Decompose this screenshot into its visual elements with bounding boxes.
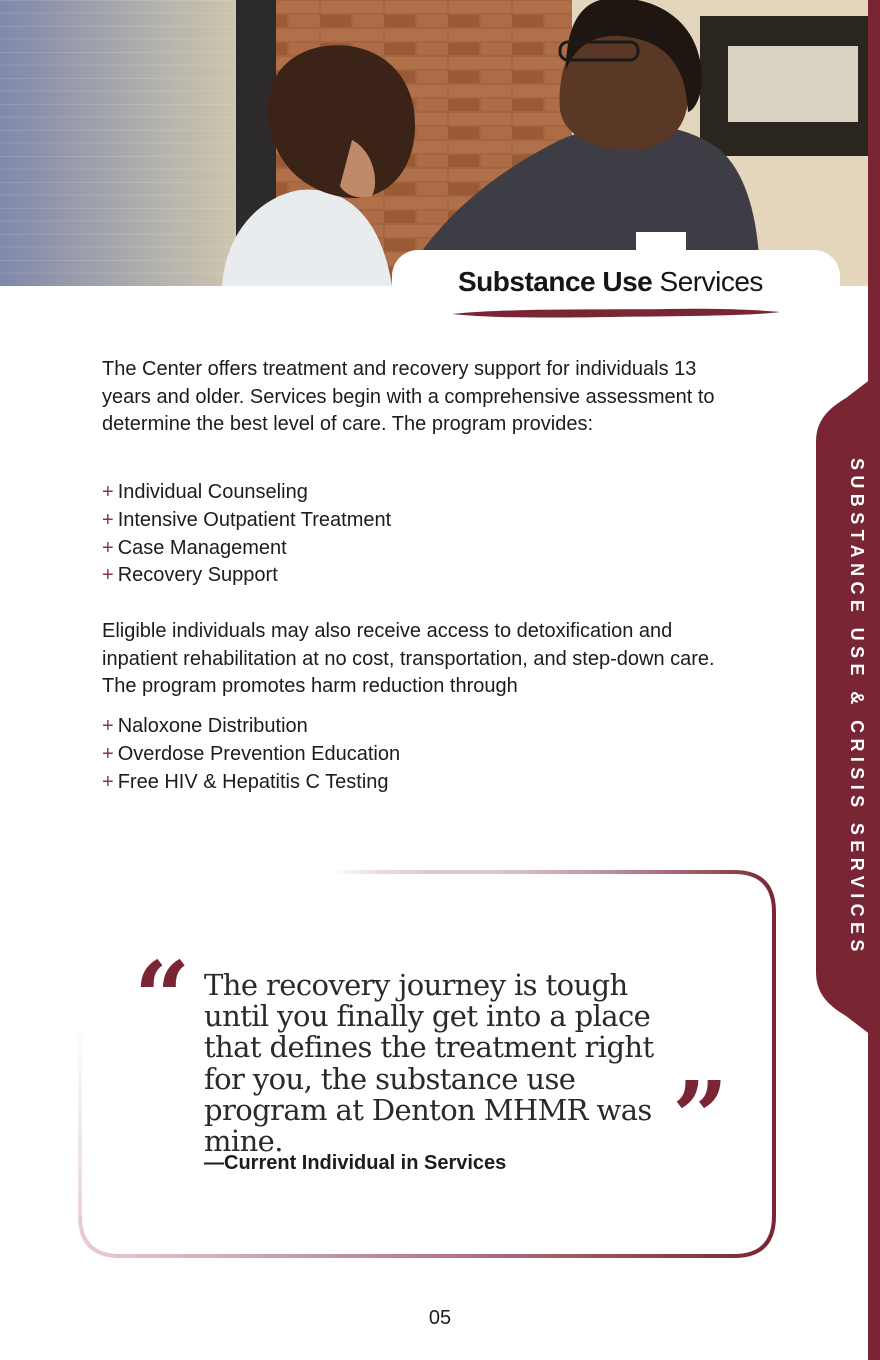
bullet-plus-icon: + bbox=[102, 770, 114, 793]
eligibility-paragraph: Eligible individuals may also receive access to detoxification and inpatient rehabilitation at no cost, transportation, and step-down care. The program promotes harm reduction through bbox=[102, 620, 715, 697]
bullet-plus-icon: + bbox=[102, 715, 114, 737]
bullet-plus-icon: + bbox=[102, 481, 114, 503]
list-item-label: Case Management bbox=[117, 536, 287, 559]
list-item-label: Recovery Support bbox=[117, 564, 278, 587]
page-number: 05 bbox=[428, 1307, 452, 1329]
testimonial-quote: The recovery journey is tough until you finally get into a place that defines the treatment right for you, the substance use program at Denton MHMR was mine. bbox=[204, 968, 654, 1159]
bullet-plus-icon: + bbox=[102, 508, 114, 531]
bullet-plus-icon: + bbox=[102, 742, 114, 765]
intro-paragraph: The Center offers treatment and recovery support for individuals 13 years and older. Services begin with a comprehensive assessment to determine the best level of care. The program provides: bbox=[102, 358, 715, 435]
list-item-label: Overdose Prevention Education bbox=[117, 742, 401, 765]
list-item-label: Free HIV & Hepatitis C Testing bbox=[117, 770, 389, 793]
bullet-plus-icon: + bbox=[102, 536, 114, 559]
bullet-plus-icon: + bbox=[102, 564, 114, 587]
list-item-label: Intensive Outpatient Treatment bbox=[117, 508, 392, 531]
quote-attribution: —Current Individual in Services bbox=[204, 1152, 507, 1174]
left-double-quote-icon: “ bbox=[134, 941, 191, 1056]
page-title-light: Services bbox=[652, 266, 763, 297]
right-double-quote-icon: ” bbox=[672, 1061, 729, 1176]
side-tab-label: SUBSTANCE USE & CRISIS SERVICES bbox=[847, 458, 867, 957]
page-title-bold: Substance Use bbox=[458, 266, 653, 297]
list-item-label: Individual Counseling bbox=[117, 481, 308, 503]
list-item-label: Naloxone Distribution bbox=[117, 715, 308, 737]
